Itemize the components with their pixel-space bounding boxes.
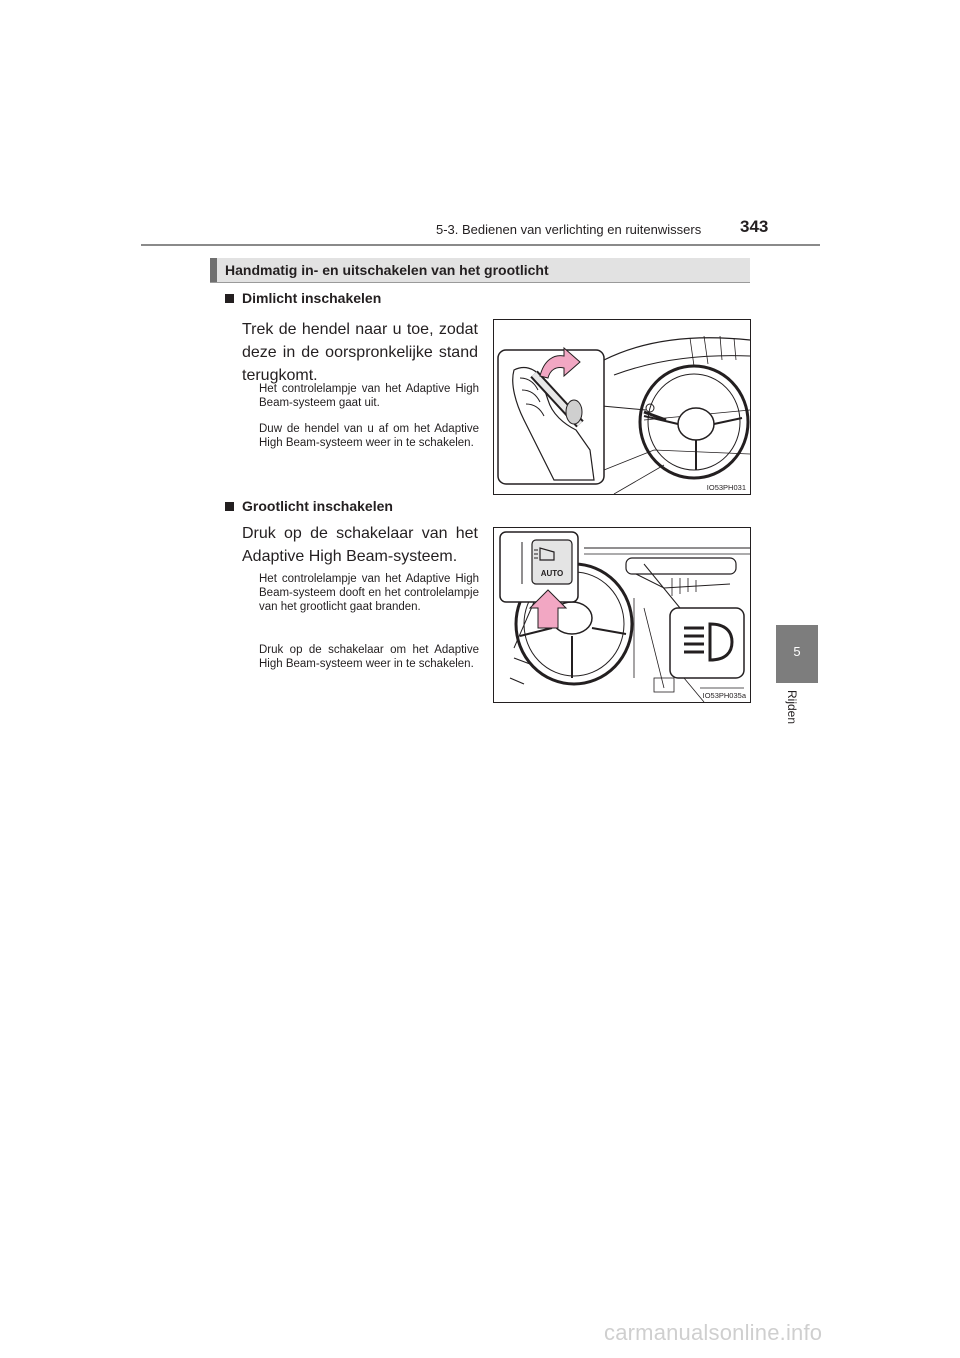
chapter-name [785, 690, 799, 730]
figure-code-2: IO53PH035a [702, 691, 746, 700]
watermark: carmanualsonline.info [604, 1320, 823, 1345]
figure-lever-pull [493, 319, 751, 495]
section-title-accent [210, 258, 217, 282]
chapter-tab [776, 625, 818, 683]
figure-code-1: IO53PH031 [706, 483, 746, 492]
switch-label: AUTO [540, 569, 564, 578]
note-dimlicht-1: Het controlelampje van het Adaptive High Beam-systeem gaat uit. [259, 383, 479, 409]
section-title-bar [210, 258, 750, 283]
square-bullet-icon [225, 502, 234, 511]
chapter-number: 5 [793, 644, 801, 659]
section-title: Handmatig in- en uitschakelen van het grootlicht [225, 262, 549, 278]
figure-switch-press [493, 527, 751, 703]
running-header: 5-3. Bedienen van verlichting en ruitenwissers [436, 222, 702, 237]
body-dimlicht: Trek de hendel naar u toe, zodat deze in de oorspronkelijke stand terugkomt. [242, 321, 478, 384]
page-number: 343 [740, 217, 769, 236]
note-grootlicht-2: Druk op de schakelaar om het Adaptive High Beam-systeem weer in te schakelen. [259, 644, 479, 670]
square-bullet-icon [225, 294, 234, 303]
chapter-name-text: Rijden [785, 690, 799, 725]
subheading-dimlicht [225, 290, 381, 306]
header-rule [141, 244, 820, 246]
illustration-lever-pull [494, 320, 750, 494]
subheading-grootlicht-text: Grootlicht inschakelen [242, 498, 393, 514]
note-grootlicht-1: Het controlelampje van het Adaptive High Beam-systeem dooft en het controlelampje van het grootlicht gaat branden. [259, 573, 479, 613]
subheading-grootlicht [225, 498, 393, 514]
subheading-dimlicht-text: Dimlicht inschakelen [242, 290, 382, 306]
illustration-switch-press [494, 528, 750, 702]
note-dimlicht-2: Duw de hendel van u af om het Adaptive High Beam-systeem weer in te schakelen. [259, 423, 479, 449]
body-grootlicht: Druk op de schakelaar van het Adaptive High Beam-systeem. [242, 525, 478, 565]
